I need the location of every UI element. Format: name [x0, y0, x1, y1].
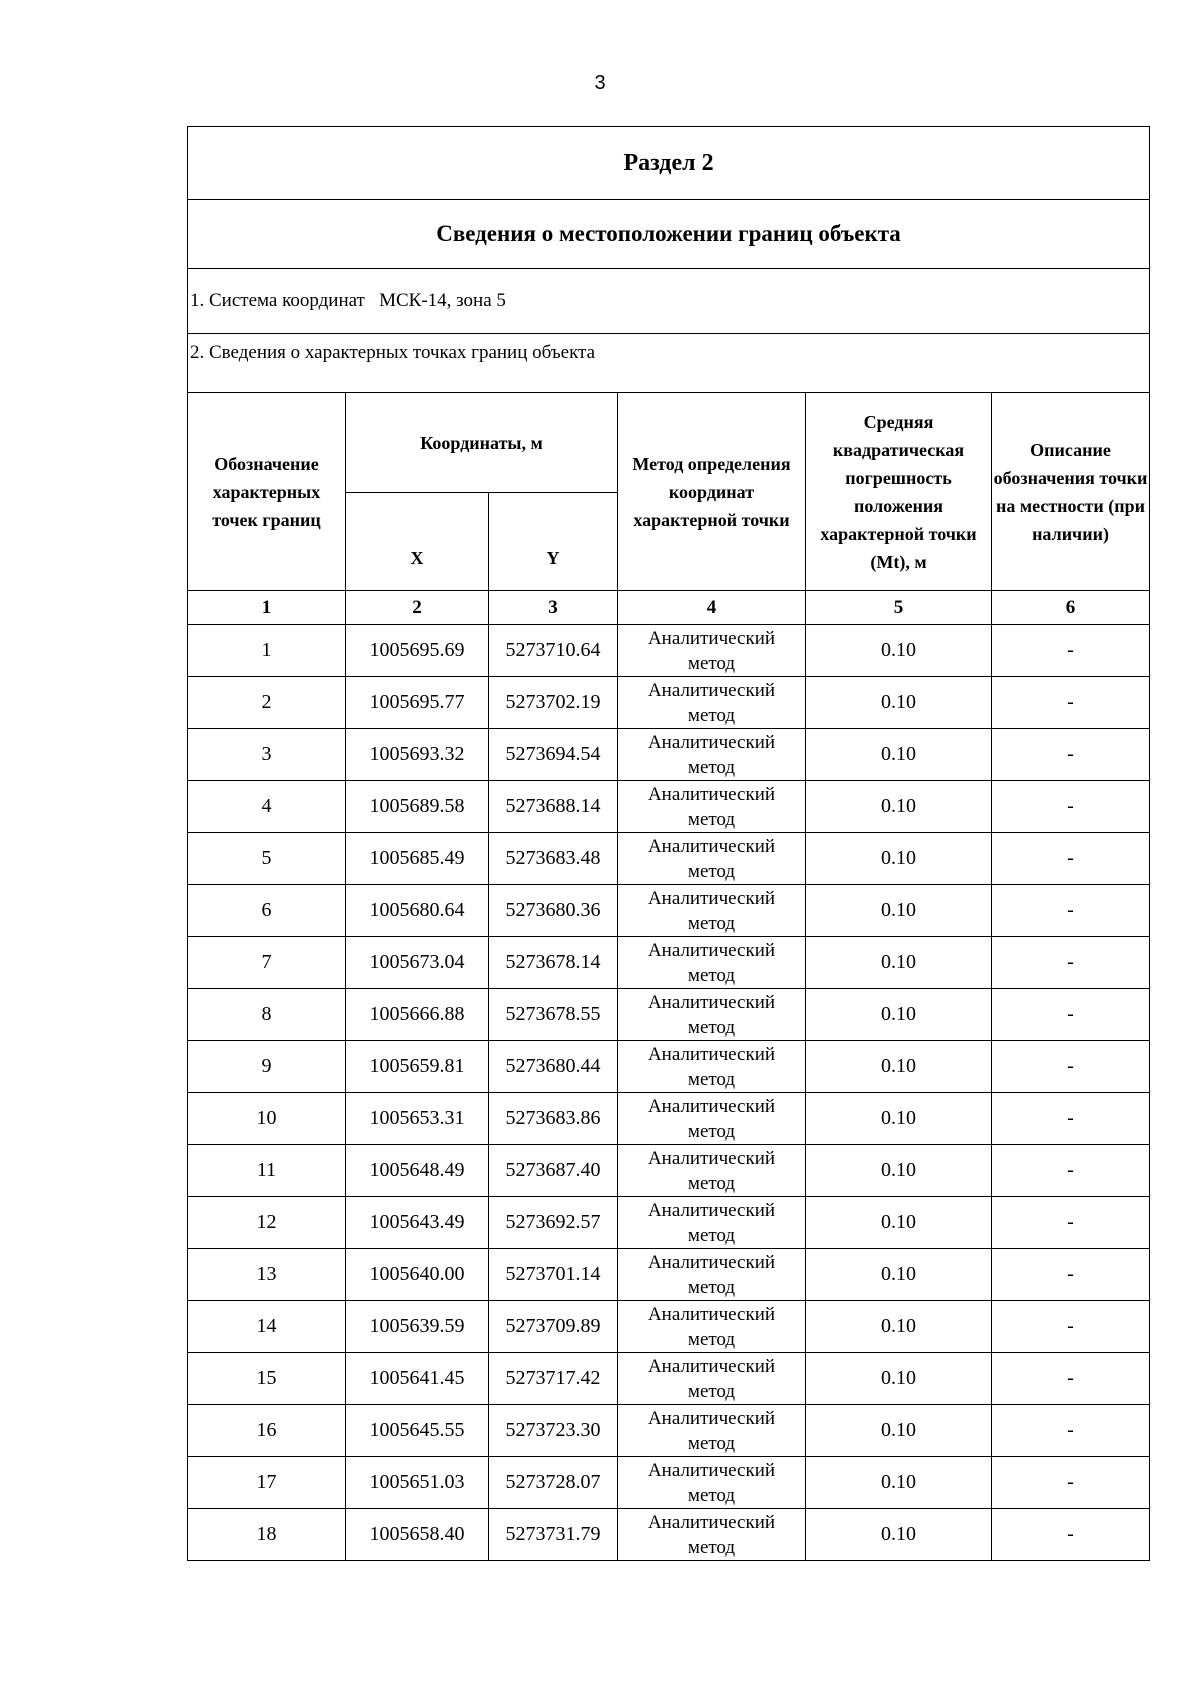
method-cell — [618, 937, 806, 989]
method-line-2: метод — [687, 1276, 736, 1298]
y-coordinate-cell: 5273683.48 — [489, 833, 618, 885]
method-line-2: метод — [687, 704, 736, 726]
table-row — [188, 781, 1150, 833]
y-coordinate-cell: 5273692.57 — [489, 1197, 618, 1249]
x-coordinate-cell: 1005640.00 — [346, 1249, 489, 1301]
description-cell: - — [992, 1509, 1150, 1561]
x-coordinate-cell: 1005685.49 — [346, 833, 489, 885]
header-y: Y — [489, 493, 618, 591]
method-line-2: метод — [687, 860, 736, 882]
method-cell — [618, 781, 806, 833]
description-cell: - — [992, 1093, 1150, 1145]
method-line-1: Аналитический — [647, 679, 776, 701]
x-coordinate-cell: 1005693.32 — [346, 729, 489, 781]
point-id-cell: 5 — [188, 833, 346, 885]
point-id-cell: 13 — [188, 1249, 346, 1301]
x-coordinate-cell: 1005680.64 — [346, 885, 489, 937]
method-cell — [618, 1041, 806, 1093]
y-coordinate-cell: 5273701.14 — [489, 1249, 618, 1301]
method-cell — [618, 1457, 806, 1509]
method-line-1: Аналитический — [647, 1407, 776, 1429]
header-description: Описание обозначения точки на местности (при наличии) — [992, 393, 1150, 591]
x-coordinate-cell: 1005643.49 — [346, 1197, 489, 1249]
x-coordinate-cell: 1005659.81 — [346, 1041, 489, 1093]
method-cell — [618, 1405, 806, 1457]
x-coordinate-cell: 1005645.55 — [346, 1405, 489, 1457]
method-line-2: метод — [687, 652, 736, 674]
table-row — [188, 833, 1150, 885]
method-line-2: метод — [687, 1016, 736, 1038]
method-line-2: метод — [687, 1536, 736, 1558]
method-line-2: метод — [687, 1172, 736, 1194]
table-row — [188, 885, 1150, 937]
table-row — [188, 1145, 1150, 1197]
method-line-2: метод — [687, 1484, 736, 1506]
column-number: 4 — [618, 591, 806, 625]
error-cell: 0.10 — [806, 1145, 992, 1197]
table-row — [188, 1197, 1150, 1249]
table-row — [188, 1405, 1150, 1457]
y-coordinate-cell: 5273680.44 — [489, 1041, 618, 1093]
table-row — [188, 1249, 1150, 1301]
description-cell: - — [992, 677, 1150, 729]
method-line-2: метод — [687, 1224, 736, 1246]
method-line-2: метод — [687, 1328, 736, 1350]
description-cell: - — [992, 1301, 1150, 1353]
method-cell — [618, 625, 806, 677]
method-line-2: метод — [687, 1380, 736, 1402]
point-id-cell: 8 — [188, 989, 346, 1041]
y-coordinate-cell: 5273731.79 — [489, 1509, 618, 1561]
method-line-1: Аналитический — [647, 1095, 776, 1117]
method-cell — [618, 989, 806, 1041]
error-cell: 0.10 — [806, 729, 992, 781]
y-coordinate-cell: 5273709.89 — [489, 1301, 618, 1353]
method-cell — [618, 1197, 806, 1249]
point-id-cell: 2 — [188, 677, 346, 729]
header-error: Средняя квадратическая погрешность положения характерной точки (Mt), м — [806, 393, 992, 591]
point-id-cell: 4 — [188, 781, 346, 833]
description-cell: - — [992, 833, 1150, 885]
point-id-cell: 9 — [188, 1041, 346, 1093]
header-coordinates: Координаты, м — [346, 393, 618, 493]
method-cell — [618, 677, 806, 729]
header-method: Метод определения координат характерной точки — [618, 393, 806, 591]
y-coordinate-cell: 5273680.36 — [489, 885, 618, 937]
method-line-1: Аналитический — [647, 1355, 776, 1377]
method-cell — [618, 1353, 806, 1405]
description-cell: - — [992, 1457, 1150, 1509]
x-coordinate-cell: 1005651.03 — [346, 1457, 489, 1509]
error-cell: 0.10 — [806, 1405, 992, 1457]
table-row — [188, 1093, 1150, 1145]
header-x: X — [346, 493, 489, 591]
column-number: 2 — [346, 591, 489, 625]
method-cell — [618, 1301, 806, 1353]
method-line-2: метод — [687, 964, 736, 986]
point-id-cell: 14 — [188, 1301, 346, 1353]
point-id-cell: 3 — [188, 729, 346, 781]
table-row — [188, 1301, 1150, 1353]
method-cell — [618, 729, 806, 781]
y-coordinate-cell: 5273678.14 — [489, 937, 618, 989]
description-cell: - — [992, 781, 1150, 833]
table-row — [188, 1509, 1150, 1561]
y-coordinate-cell: 5273687.40 — [489, 1145, 618, 1197]
point-id-cell: 12 — [188, 1197, 346, 1249]
table-row — [188, 1457, 1150, 1509]
method-line-2: метод — [687, 808, 736, 830]
y-coordinate-cell: 5273728.07 — [489, 1457, 618, 1509]
table-row — [188, 625, 1150, 677]
point-id-cell: 15 — [188, 1353, 346, 1405]
method-line-2: метод — [687, 1432, 736, 1454]
point-id-cell: 11 — [188, 1145, 346, 1197]
error-cell: 0.10 — [806, 677, 992, 729]
method-line-2: метод — [687, 1068, 736, 1090]
column-number-row — [188, 591, 1150, 625]
error-cell: 0.10 — [806, 1457, 992, 1509]
y-coordinate-cell: 5273683.86 — [489, 1093, 618, 1145]
description-cell: - — [992, 625, 1150, 677]
point-id-cell: 7 — [188, 937, 346, 989]
column-number: 1 — [188, 591, 346, 625]
method-cell — [618, 833, 806, 885]
description-cell: - — [992, 1041, 1150, 1093]
boundary-points-table — [187, 126, 1150, 1561]
page-number: 3 — [594, 72, 606, 94]
method-line-1: Аналитический — [647, 1147, 776, 1169]
method-line-1: Аналитический — [647, 783, 776, 805]
method-line-1: Аналитический — [647, 835, 776, 857]
method-line-1: Аналитический — [647, 1303, 776, 1325]
column-number: 6 — [992, 591, 1150, 625]
table-row — [188, 729, 1150, 781]
x-coordinate-cell: 1005658.40 — [346, 1509, 489, 1561]
method-line-1: Аналитический — [647, 1199, 776, 1221]
method-cell — [618, 1093, 806, 1145]
x-coordinate-cell: 1005648.49 — [346, 1145, 489, 1197]
x-coordinate-cell: 1005689.58 — [346, 781, 489, 833]
method-line-2: метод — [687, 1120, 736, 1142]
point-id-cell: 10 — [188, 1093, 346, 1145]
header-designation: Обозначение характерных точек границ — [188, 393, 346, 591]
table-row — [188, 937, 1150, 989]
y-coordinate-cell: 5273702.19 — [489, 677, 618, 729]
method-line-1: Аналитический — [647, 1043, 776, 1065]
description-cell: - — [992, 1197, 1150, 1249]
error-cell: 0.10 — [806, 989, 992, 1041]
description-cell: - — [992, 937, 1150, 989]
method-line-1: Аналитический — [647, 1511, 776, 1533]
description-cell: - — [992, 1405, 1150, 1457]
point-id-cell: 16 — [188, 1405, 346, 1457]
y-coordinate-cell: 5273717.42 — [489, 1353, 618, 1405]
method-line-2: метод — [687, 912, 736, 934]
method-line-1: Аналитический — [647, 627, 776, 649]
error-cell: 0.10 — [806, 1301, 992, 1353]
method-line-1: Аналитический — [647, 731, 776, 753]
description-cell: - — [992, 1249, 1150, 1301]
x-coordinate-cell: 1005695.69 — [346, 625, 489, 677]
error-cell: 0.10 — [806, 781, 992, 833]
error-cell: 0.10 — [806, 1041, 992, 1093]
x-coordinate-cell: 1005639.59 — [346, 1301, 489, 1353]
method-line-1: Аналитический — [647, 1251, 776, 1273]
error-cell: 0.10 — [806, 1093, 992, 1145]
description-cell: - — [992, 885, 1150, 937]
description-cell: - — [992, 729, 1150, 781]
y-coordinate-cell: 5273678.55 — [489, 989, 618, 1041]
table-row — [188, 677, 1150, 729]
table-row — [188, 1041, 1150, 1093]
method-cell — [618, 885, 806, 937]
x-coordinate-cell: 1005695.77 — [346, 677, 489, 729]
error-cell: 0.10 — [806, 833, 992, 885]
point-id-cell: 17 — [188, 1457, 346, 1509]
method-cell — [618, 1145, 806, 1197]
point-id-cell: 6 — [188, 885, 346, 937]
column-number: 5 — [806, 591, 992, 625]
error-cell: 0.10 — [806, 1197, 992, 1249]
method-cell — [618, 1249, 806, 1301]
points-info-line: 2. Сведения о характерных точках границ объекта — [188, 334, 1150, 393]
y-coordinate-cell: 5273710.64 — [489, 625, 618, 677]
y-coordinate-cell: 5273694.54 — [489, 729, 618, 781]
point-id-cell: 1 — [188, 625, 346, 677]
point-id-cell: 18 — [188, 1509, 346, 1561]
description-cell: - — [992, 989, 1150, 1041]
method-line-1: Аналитический — [647, 887, 776, 909]
error-cell: 0.10 — [806, 1353, 992, 1405]
x-coordinate-cell: 1005673.04 — [346, 937, 489, 989]
method-line-1: Аналитический — [647, 991, 776, 1013]
method-line-1: Аналитический — [647, 1459, 776, 1481]
error-cell: 0.10 — [806, 1249, 992, 1301]
error-cell: 0.10 — [806, 1509, 992, 1561]
description-cell: - — [992, 1353, 1150, 1405]
column-number: 3 — [489, 591, 618, 625]
section-title: Раздел 2 — [188, 127, 1150, 200]
table-row — [188, 1353, 1150, 1405]
y-coordinate-cell: 5273688.14 — [489, 781, 618, 833]
error-cell: 0.10 — [806, 885, 992, 937]
section-subtitle: Сведения о местоположении границ объекта — [188, 200, 1150, 269]
method-line-2: метод — [687, 756, 736, 778]
x-coordinate-cell: 1005666.88 — [346, 989, 489, 1041]
error-cell: 0.10 — [806, 937, 992, 989]
coordinate-system-line: 1. Система координат МСК-14, зона 5 — [188, 269, 1150, 334]
y-coordinate-cell: 5273723.30 — [489, 1405, 618, 1457]
description-cell: - — [992, 1145, 1150, 1197]
method-line-1: Аналитический — [647, 939, 776, 961]
table-row — [188, 989, 1150, 1041]
x-coordinate-cell: 1005641.45 — [346, 1353, 489, 1405]
error-cell: 0.10 — [806, 625, 992, 677]
x-coordinate-cell: 1005653.31 — [346, 1093, 489, 1145]
method-cell — [618, 1509, 806, 1561]
